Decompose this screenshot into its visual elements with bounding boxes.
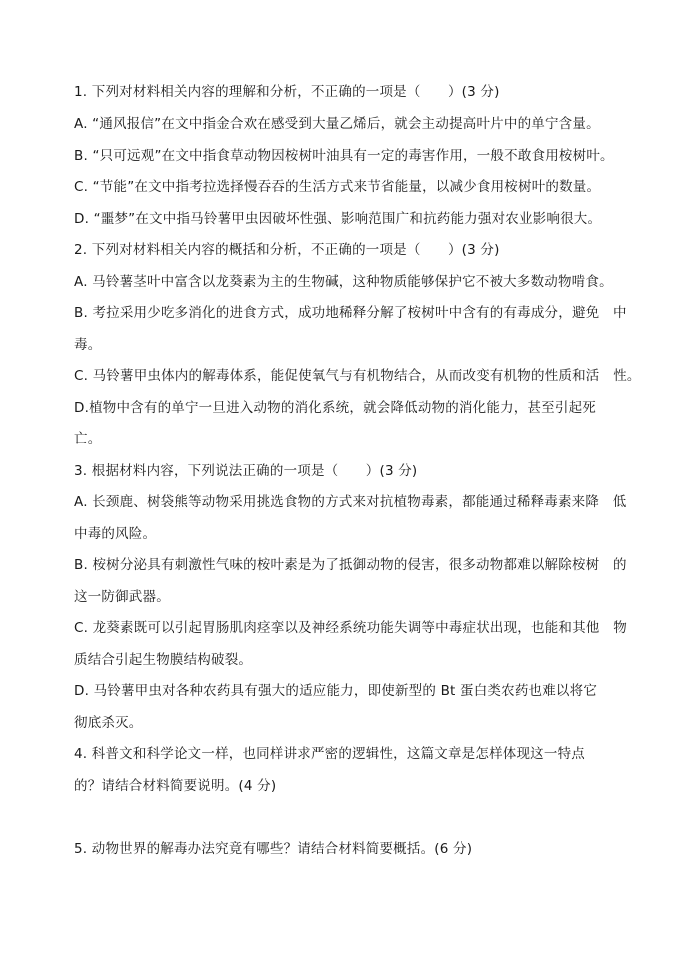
q3-option-a: A. 长颈鹿、树袋熊等动物采用挑选食物的方式来对抗植物毒素，都能通过稀释毒素来降 低 [74,494,627,510]
q2-stem: 2. 下列对材料相关内容的概括和分析，不正确的一项是（ ）(3 分) [74,242,500,258]
q2-option-b: B. 考拉采用少吃多消化的进食方式，成功地稀释分解了桉树叶中含有的有毒成分，避免 中 [74,305,627,321]
q4-line-1: 4. 科普文和科学论文一样，也同样讲求严密的逻辑性，这篇文章是怎样体现这一特点 [74,746,585,762]
q1-stem: 1. 下列对材料相关内容的理解和分析，不正确的一项是（ ）(3 分) [74,84,500,100]
q5-line-1: 5. 动物世界的解毒办法究竟有哪些？请结合材料简要概括。(6 分) [74,841,473,857]
q3-option-c: C. 龙葵素既可以引起胃肠肌肉痉挛以及神经系统功能失调等中毒症状出现，也能和其他 物 [74,620,627,636]
q3-option-d: D. 马铃薯甲虫对各种农药具有强大的适应能力，即使新型的 Bt 蛋白类农药也难以将它 [74,683,598,699]
q3-option-b: B. 桉树分泌具有刺激性气味的桉叶素是为了抵御动物的侵害，很多动物都难以解除桉树 的 [74,557,627,573]
q1-option-b: B. “只可远观”在文中指食草动物因桉树叶油具有一定的毒害作用，一般不敢食用桉树叶。 [74,148,614,164]
q2-option-d-cont: 亡。 [74,431,102,447]
q1-option-a: A. “通风报信”在文中指金合欢在感受到大量乙烯后，就会主动提高叶片中的单宁含量。 [74,116,600,132]
q2-option-a: A. 马铃薯茎叶中富含以龙葵素为主的生物碱，这种物质能够保护它不被大多数动物啃食。 [74,274,613,290]
q1-option-d: D. “噩梦”在文中指马铃薯甲虫因破坏性强、影响范围广和抗药能力强对农业影响很大。 [74,211,602,227]
q2-option-c: C. 马铃薯甲虫体内的解毒体系，能促使氧气与有机物结合，从而改变有机物的性质和活 性。 [74,368,641,384]
q3-option-d-cont: 彻底杀灭。 [74,715,143,731]
q2-option-b-cont: 毒。 [74,337,102,353]
q3-option-a-cont: 中毒的风险。 [74,526,157,542]
q3-option-c-cont: 质结合引起生物膜结构破裂。 [74,652,253,668]
q3-option-b-cont: 这一防御武器。 [74,589,170,605]
q3-stem: 3. 根据材料内容，下列说法正确的一项是（ ）(3 分) [74,463,418,479]
q2-option-d: D.植物中含有的单宁一旦进入动物的消化系统，就会降低动物的消化能力，甚至引起死 [74,400,596,416]
q4-line-2: 的？请结合材料简要说明。(4 分) [74,778,277,794]
q1-option-c: C. “节能”在文中指考拉选择慢吞吞的生活方式来节省能量，以减少食用桉树叶的数量。 [74,179,601,195]
